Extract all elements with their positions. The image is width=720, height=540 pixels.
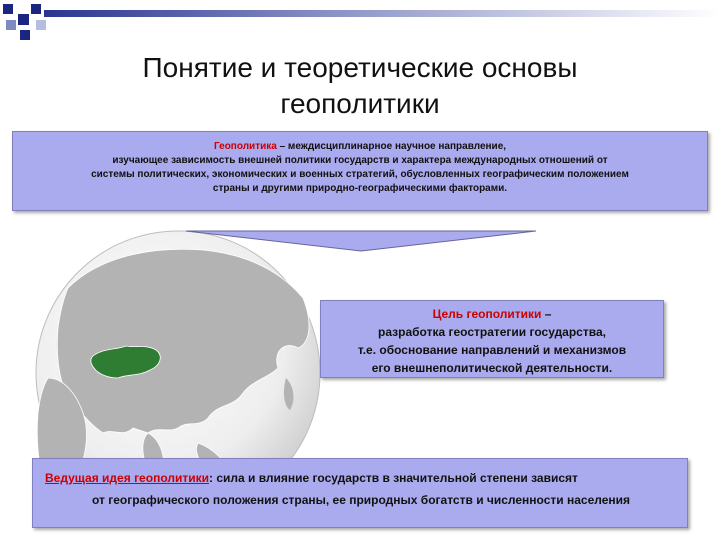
goal-line-2: разработка геостратегии государства,	[378, 325, 606, 339]
title-line-1: Понятие и теоретические основы	[142, 52, 578, 83]
leading-idea-box	[32, 458, 688, 528]
deco-square	[20, 30, 30, 40]
definition-line-1	[13, 140, 707, 154]
deco-square	[31, 4, 41, 14]
definition-line-2: изучающее зависимость внешней политики государств и характера международных отношений от	[112, 155, 608, 166]
definition-box	[12, 131, 708, 211]
goal-line-1	[321, 305, 663, 323]
goal-dash: –	[541, 307, 552, 321]
arrow-shape	[186, 229, 536, 253]
deco-square	[3, 4, 13, 14]
goal-line-4: его внешнеполитической деятельности.	[371, 361, 613, 375]
idea-line-1	[45, 467, 677, 489]
goal-term: Цель геополитики	[432, 307, 542, 321]
goal-line-3: т.е. обоснование направлений и механизмов	[357, 343, 627, 357]
definition-text-1: – междисциплинарное научное направление,	[276, 141, 507, 152]
title-line-2: геополитики	[280, 88, 440, 119]
definition-term: Геополитика	[213, 141, 277, 152]
definition-line-4: страны и другими природно-географическими факторами.	[212, 183, 508, 194]
goal-box	[320, 300, 664, 378]
deco-square	[36, 20, 46, 30]
top-bar	[44, 10, 720, 17]
page-title	[60, 50, 660, 122]
corner-decoration	[0, 0, 720, 50]
definition-line-3: системы политических, экономических и военных стратегий, обусловленных географическим положением	[91, 169, 629, 180]
idea-text-2: от географического положения страны, ее природных богатств и численности населения	[91, 493, 631, 507]
deco-square	[18, 14, 29, 25]
idea-term: Ведущая идея геополитики	[45, 471, 209, 485]
idea-text-1: : сила и влияние государств в значительной степени зависят	[208, 471, 578, 485]
deco-square	[6, 20, 16, 30]
